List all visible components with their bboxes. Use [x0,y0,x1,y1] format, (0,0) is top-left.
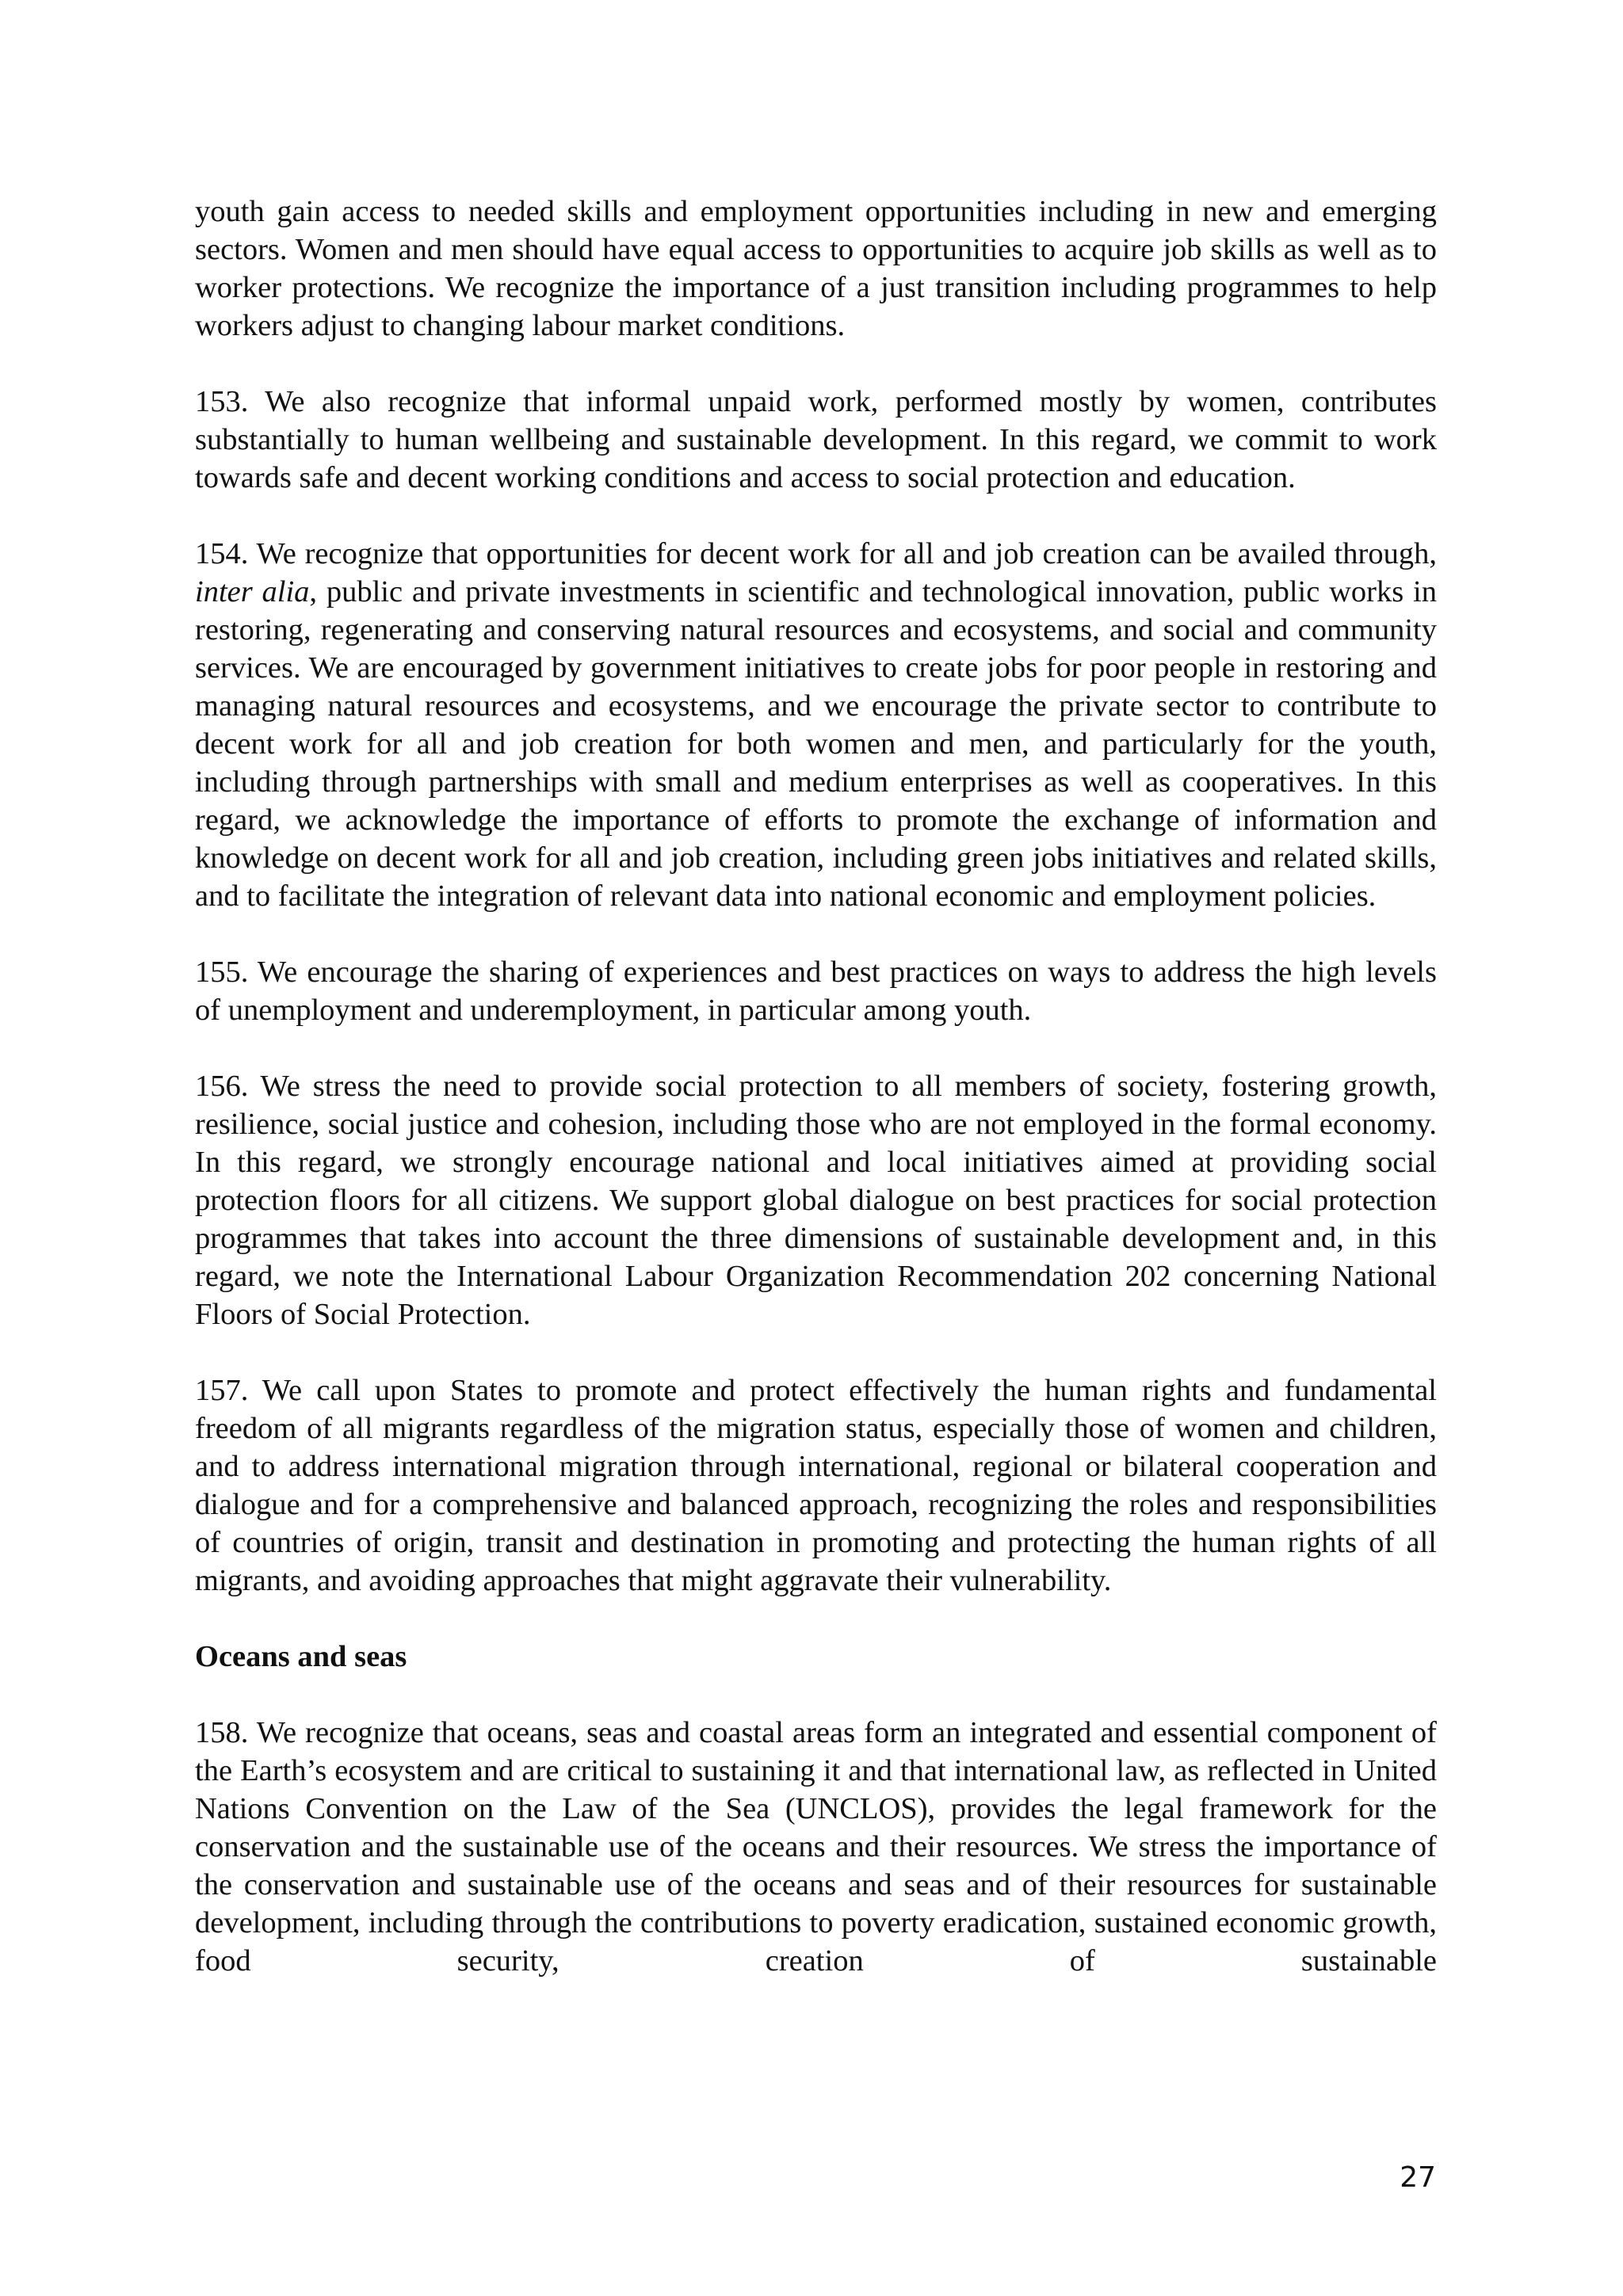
paragraph-154-start: 154. We recognize that opportunities for decent work for all and job creation can be availed through, [195,537,1437,570]
paragraph-152-continued: youth gain access to needed skills and employment opportunities including in new and emerging sectors. Women and men should have equal access to opportunities to acquire job skills as well as to worker protections. We recognize the importance of a just transition including programmes to help workers adjust to changing labour market conditions. [195,195,1437,342]
paragraph-154 [195,535,1437,915]
body-text [195,193,1437,1980]
paragraph-155: 155. We encourage the sharing of experiences and best practices on ways to address the high levels of unemployment and underemployment, in particular among youth. [195,955,1437,1027]
section-heading-oceans-and-seas: Oceans and seas [195,1640,407,1673]
paragraph-154-italic: inter alia [195,575,310,608]
paragraph-158: 158. We recognize that oceans, seas and coastal areas form an integrated and essential component of the Earth’s ecosystem and are critical to sustaining it and that international law, as reflected in United Nations Convention on the Law of the Sea (UNCLOS), provides the legal framework for the conservation and the sustainable use of the oceans and their resources. We stress the importance of the conservation and sustainable use of the oceans and seas and of their resources for sustainable development, including through the contributions to poverty eradication, sustained economic growth, food security, creation of sustainable [195,1716,1437,1978]
paragraph-154-rest: , public and private investments in scientific and technological innovation, public works in restoring, regenerating and conserving natural resources and ecosystems, and social and community services. We are encouraged by government initiatives to create jobs for poor people in restoring and managing natural resources and ecosystems, and we encourage the private sector to contribute to decent work for all and job creation for both women and men, and particularly for the youth, including through partnerships with small and medium enterprises as well as cooperatives. In this regard, we acknowledge the importance of efforts to promote the exchange of information and knowledge on decent work for all and job creation, including green jobs initiatives and related skills, and to facilitate the integration of relevant data into national economic and employment policies. [195,575,1437,913]
paragraph-157: 157. We call upon States to promote and protect effectively the human rights and fundamental freedom of all migrants regardless of the migration status, especially those of women and children, and to address international migration through international, regional or bilateral cooperation and dialogue and for a comprehensive and balanced approach, recognizing the roles and responsibilities of countries of origin, transit and destination in promoting and protecting the human rights of all migrants, and avoiding approaches that might aggravate their vulnerability. [195,1374,1437,1597]
page-number: 27 [1400,2161,1436,2194]
paragraph-153: 153. We also recognize that informal unpaid work, performed mostly by women, contributes substantially to human wellbeing and sustainable development. In this regard, we commit to work towards safe and decent working conditions and access to social protection and education. [195,385,1437,494]
paragraph-156: 156. We stress the need to provide social protection to all members of society, fostering growth, resilience, social justice and cohesion, including those who are not employed in the formal economy. In this regard, we strongly encourage national and local initiatives aimed at providing social protection floors for all citizens. We support global dialogue on best practices for social protection programmes that takes into account the three dimensions of sustainable development and, in this regard, we note the International Labour Organization Recommendation 202 concerning National Floors of Social Protection. [195,1070,1437,1331]
